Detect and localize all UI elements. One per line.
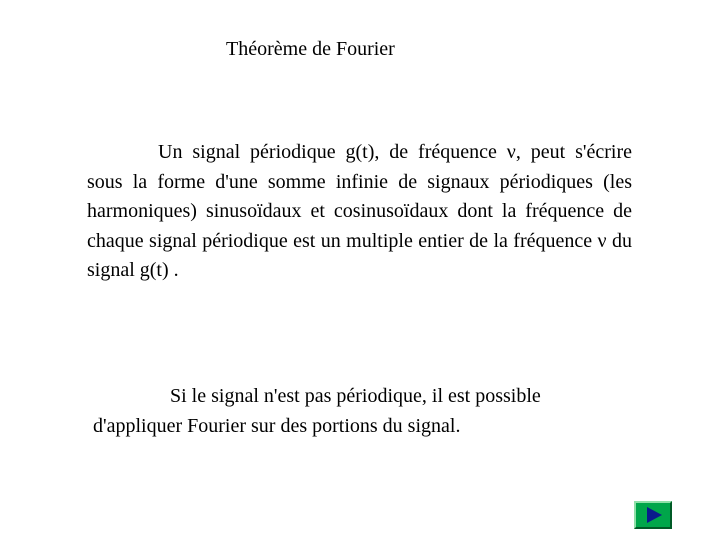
paragraph-fourier-definition: Un signal périodique g(t), de fréquence ν, peut s'écrire sous la forme d'une somme infinie de signaux périodiques (les harmoniques) sinusoïdaux et cosinusoïdaux dont la fréquence de chaque signal périodique est un multiple entier de la fréquence ν du signal g(t) . xyxy=(87,141,632,281)
slide-title: Théorème de Fourier xyxy=(226,38,395,60)
paragraph-non-periodic: Si le signal n'est pas périodique, il est possible d'appliquer Fourier sur des portions du signal. xyxy=(93,385,541,437)
next-slide-button[interactable] xyxy=(634,501,672,529)
play-arrow-icon xyxy=(636,503,670,527)
play-arrow-shape xyxy=(647,507,662,523)
